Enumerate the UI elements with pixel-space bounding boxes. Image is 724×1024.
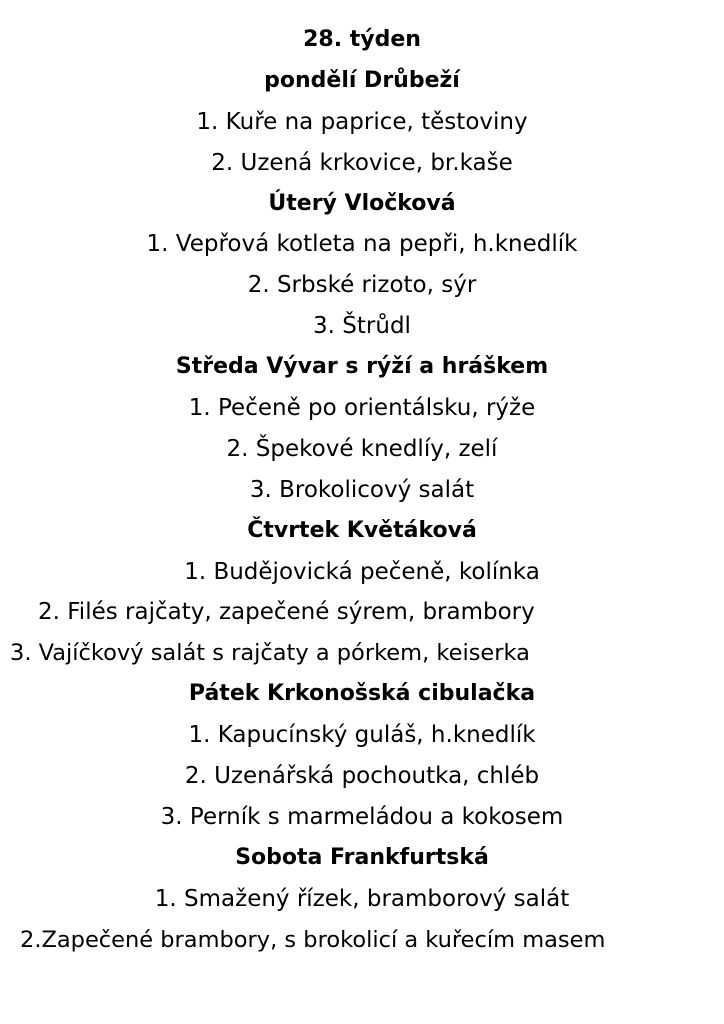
menu-item: 2. Srbské rizoto, sýr <box>247 272 477 299</box>
day-heading-saturday: Sobota Frankfurtská <box>235 844 489 870</box>
menu-item: 3. Vajíčkový salát s rajčaty a pórkem, keiserka <box>10 640 530 667</box>
menu-item: 2.Zapečené brambory, s brokolicí a kuřecím masem <box>20 926 606 953</box>
menu-item: 2. Uzenářská pochoutka, chléb <box>184 763 540 790</box>
menu-item: 1. Vepřová kotleta na pepři, h.knedlík <box>146 231 578 258</box>
menu-item: 1. Pečeně po orientálsku, rýže <box>188 395 536 422</box>
day-heading-friday: Pátek Krkonošská cibulačka <box>188 681 536 707</box>
menu-item: 2. Uzená krkovice, br.kaše <box>211 149 513 176</box>
menu-item: 1. Kuře na paprice, těstoviny <box>196 108 528 135</box>
menu-item: 1. Budějovická pečeně, kolínka <box>184 558 540 585</box>
day-heading-tuesday: Úterý Vločková <box>268 190 456 216</box>
menu-item: 1. Smažený řízek, bramborový salát <box>154 885 570 912</box>
menu-item: 1. Kapucínský guláš, h.knedlík <box>188 722 536 749</box>
menu-item: 2. Špekové knedlíy, zelí <box>226 435 498 462</box>
weekly-menu <box>0 20 724 960</box>
menu-item: 3. Štrůdl <box>313 313 411 340</box>
menu-item: 3. Perník s marmeládou a kokosem <box>160 803 564 830</box>
menu-item: 2. Filés rajčaty, zapečené sýrem, brambory <box>38 599 535 626</box>
day-heading-monday: pondělí Drůbeží <box>264 67 460 93</box>
week-title: 28. týden <box>303 27 421 52</box>
day-heading-wednesday: Středa Vývar s rýží a hráškem <box>175 354 549 380</box>
menu-item: 3. Brokolicový salát <box>249 476 475 503</box>
day-heading-thursday: Čtvrtek Květáková <box>247 517 477 543</box>
